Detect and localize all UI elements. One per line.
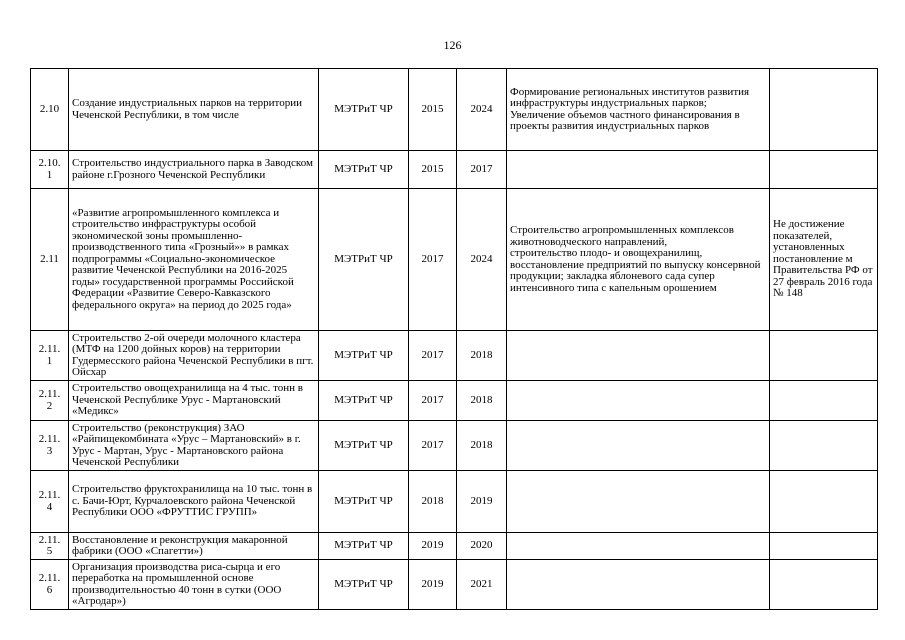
executor: МЭТРиТ ЧР — [319, 331, 409, 381]
note — [770, 560, 878, 610]
note — [770, 381, 878, 421]
note — [770, 331, 878, 381]
table-row — [31, 189, 878, 331]
expected-result — [507, 151, 770, 189]
executor: МЭТРиТ ЧР — [319, 560, 409, 610]
end-year: 2020 — [457, 533, 507, 560]
start-year: 2019 — [409, 560, 457, 610]
end-year: 2019 — [457, 471, 507, 533]
start-year: 2017 — [409, 421, 457, 471]
table-row — [31, 151, 878, 189]
end-year: 2021 — [457, 560, 507, 610]
expected-result: Формирование региональных институтов развития инфраструктуры индустриальных парков; Увеличение объемов частного финансирования в проекты развития индустриальных парков — [507, 69, 770, 151]
start-year: 2018 — [409, 471, 457, 533]
measure-name: Восстановление и реконструкция макаронной фабрики (ООО «Спагетти») — [69, 533, 319, 560]
measure-name: «Развитие агропромышленного комплекса и строительство инфраструктуры особой экономической зоны промышленно-производственного типа «Грозный»» в рамках подпрограммы «Социально-экономическое развитие Чеченской Республики на 2016-2025 годы» государственной программы Российской Федерации «Развитие Северо-Кавказского федерального округа» на период до 2025 года» — [69, 189, 319, 331]
page-number: 126 — [443, 38, 462, 52]
end-year: 2018 — [457, 421, 507, 471]
end-year: 2017 — [457, 151, 507, 189]
executor: МЭТРиТ ЧР — [319, 189, 409, 331]
start-year: 2017 — [409, 381, 457, 421]
expected-result — [507, 381, 770, 421]
measure-name: Строительство индустриального парка в Заводском районе г.Грозного Чеченской Республики — [69, 151, 319, 189]
row-number: 2.10 — [31, 69, 69, 151]
table-row — [31, 471, 878, 533]
start-year: 2015 — [409, 69, 457, 151]
measure-name: Строительство 2-ой очереди молочного кластера (МТФ на 1200 дойных коров) на территории Гудермесского района Чеченской Республики в пгт. Ойсхар — [69, 331, 319, 381]
table-row — [31, 421, 878, 471]
note — [770, 421, 878, 471]
table-row — [31, 331, 878, 381]
table-row — [31, 533, 878, 560]
executor: МЭТРиТ ЧР — [319, 381, 409, 421]
measures-table — [30, 68, 878, 610]
table-row — [31, 381, 878, 421]
note: Не достижение показателей, установленных постановление м Правительства РФ от 27 февраль 2016 года № 148 — [770, 189, 878, 331]
row-number: 2.11. 6 — [31, 560, 69, 610]
expected-result — [507, 533, 770, 560]
measure-name: Строительство фруктохранилища на 10 тыс. тонн в с. Бачи-Юрт, Курчалоевского района Чеченской Республики ООО «ФРУТТИС ГРУПП» — [69, 471, 319, 533]
executor: МЭТРиТ ЧР — [319, 533, 409, 560]
expected-result — [507, 421, 770, 471]
table-row — [31, 69, 878, 151]
row-number: 2.11. 2 — [31, 381, 69, 421]
measure-name: Организация производства риса-сырца и его переработка на промышленной основе производительностью 40 тонн в сутки (ООО «Агродар») — [69, 560, 319, 610]
measure-name: Строительство (реконструкция) ЗАО «Райпищекомбината «Урус – Мартановский» в г. Урус - Мартан, Урус - Мартановского района Чеченской Республики — [69, 421, 319, 471]
note — [770, 471, 878, 533]
executor: МЭТРиТ ЧР — [319, 471, 409, 533]
expected-result — [507, 331, 770, 381]
end-year: 2018 — [457, 331, 507, 381]
end-year: 2018 — [457, 381, 507, 421]
row-number: 2.10. 1 — [31, 151, 69, 189]
note — [770, 151, 878, 189]
end-year: 2024 — [457, 69, 507, 151]
start-year: 2017 — [409, 189, 457, 331]
note — [770, 533, 878, 560]
measure-name: Строительство овощехранилища на 4 тыс. тонн в Чеченской Республике Урус - Мартановский «Медикс» — [69, 381, 319, 421]
row-number: 2.11. 4 — [31, 471, 69, 533]
end-year: 2024 — [457, 189, 507, 331]
table-row — [31, 560, 878, 610]
row-number: 2.11. 3 — [31, 421, 69, 471]
executor: МЭТРиТ ЧР — [319, 151, 409, 189]
start-year: 2015 — [409, 151, 457, 189]
expected-result — [507, 560, 770, 610]
row-number: 2.11 — [31, 189, 69, 331]
row-number: 2.11. 1 — [31, 331, 69, 381]
start-year: 2017 — [409, 331, 457, 381]
measure-name: Создание индустриальных парков на территории Чеченской Республики, в том числе — [69, 69, 319, 151]
expected-result — [507, 471, 770, 533]
executor: МЭТРиТ ЧР — [319, 421, 409, 471]
row-number: 2.11. 5 — [31, 533, 69, 560]
note — [770, 69, 878, 151]
executor: МЭТРиТ ЧР — [319, 69, 409, 151]
expected-result: Строительство агропромышленных комплексов животноводческого направлений, строительство плодо- и овощехранилищ, восстановление предприятий по выпуску консервной продукции; закладка яблоневого сада супер интенсивного типа с капельным орошением — [507, 189, 770, 331]
start-year: 2019 — [409, 533, 457, 560]
